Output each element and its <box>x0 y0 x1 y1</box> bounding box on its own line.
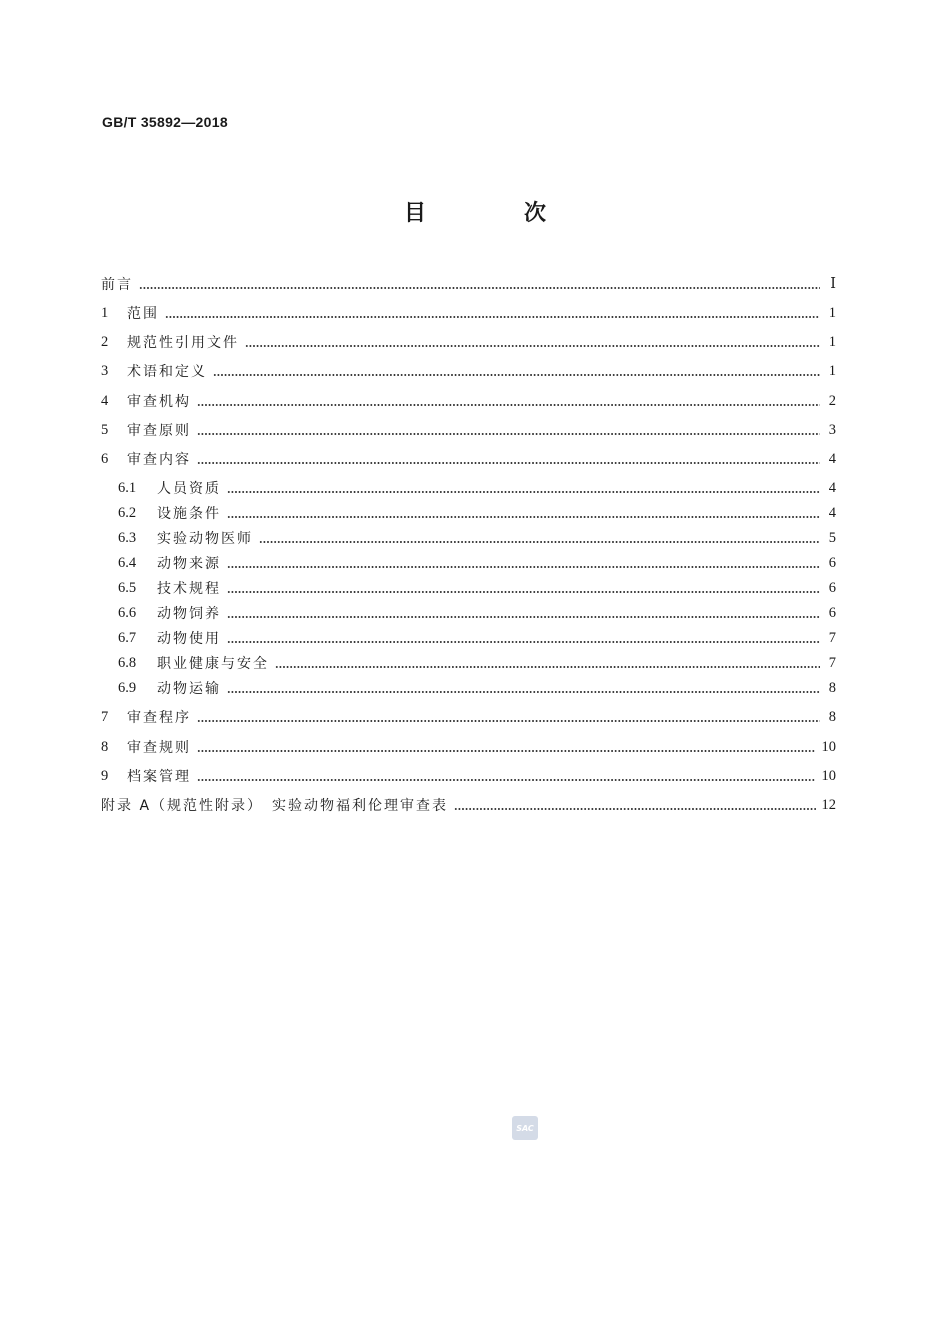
toc-entry[interactable] <box>101 301 836 325</box>
toc-entry-number: 6.5 <box>118 579 137 596</box>
toc-entry-number: 6.4 <box>118 554 137 571</box>
toc-entry[interactable] <box>101 705 836 729</box>
toc-entry-page: 10 <box>821 767 836 784</box>
toc-dot-leader <box>197 710 820 724</box>
toc-entry-page: 6 <box>828 554 836 571</box>
toc-entry-page: 6 <box>828 604 836 621</box>
toc-entry[interactable] <box>101 735 836 759</box>
toc-entry-page: 1 <box>828 362 836 379</box>
toc-entry[interactable] <box>118 526 836 550</box>
toc-entry-label: 审查程序 <box>127 710 191 726</box>
toc-entry-number: 6.1 <box>118 479 137 496</box>
toc-entry-number: 1 <box>101 304 109 321</box>
toc-entry-label: 动物使用 <box>157 631 221 647</box>
toc-entry[interactable] <box>101 764 836 788</box>
toc-dot-leader <box>197 740 816 754</box>
toc-dot-leader <box>227 631 820 645</box>
toc-entry-page: 1 <box>828 333 836 350</box>
toc-entry-label: 审查原则 <box>127 423 191 439</box>
toc-entry[interactable] <box>118 551 836 575</box>
sac-logo-text: SAC <box>516 1123 534 1133</box>
toc-entry-number: 6.8 <box>118 654 137 671</box>
toc-entry-page: 5 <box>828 529 836 546</box>
toc-entry-number: 6.2 <box>118 504 137 521</box>
toc-entry[interactable] <box>101 272 836 296</box>
toc-entry-number: 7 <box>101 708 109 725</box>
toc-entry[interactable] <box>101 793 836 817</box>
toc-dot-leader <box>165 306 820 320</box>
toc-entry[interactable] <box>118 626 836 650</box>
toc-entry-page: 4 <box>828 504 836 521</box>
toc-entry[interactable] <box>118 576 836 600</box>
toc-entry-page: 7 <box>828 654 836 671</box>
toc-entry-number: 5 <box>101 421 109 438</box>
toc-dot-leader <box>197 769 816 783</box>
toc-dot-leader <box>227 606 820 620</box>
toc-entry-label: 审查规则 <box>127 740 191 756</box>
toc-entry[interactable] <box>101 447 836 471</box>
toc-dot-leader <box>227 506 820 520</box>
toc-entry-label: 范围 <box>127 306 159 322</box>
toc-entry[interactable] <box>101 330 836 354</box>
toc-entry[interactable] <box>118 651 836 675</box>
toc-entry-page: 1 <box>828 304 836 321</box>
toc-dot-leader <box>197 452 820 466</box>
sac-logo-watermark <box>512 1116 538 1140</box>
toc-entry-label: 动物饲养 <box>157 606 221 622</box>
toc-dot-leader <box>259 531 820 545</box>
toc-entry-label: 前言 <box>101 277 133 293</box>
toc-entry[interactable] <box>118 676 836 700</box>
toc-entry[interactable] <box>118 501 836 525</box>
toc-dot-leader <box>245 335 820 349</box>
toc-entry-page: 12 <box>821 796 836 813</box>
toc-entry-label: 人员资质 <box>157 481 221 497</box>
toc-entry-label: 档案管理 <box>127 769 191 785</box>
toc-entry-label: 审查内容 <box>127 452 191 468</box>
toc-entry-number: 4 <box>101 392 109 409</box>
toc-entry-page: 7 <box>828 629 836 646</box>
toc-entry-number: 8 <box>101 738 109 755</box>
toc-entry-label: 附录 A（规范性附录） 实验动物福利伦理审查表 <box>101 798 449 814</box>
toc-dot-leader <box>197 423 820 437</box>
toc-entry-label: 技术规程 <box>157 581 221 597</box>
standard-code: GB/T 35892—2018 <box>102 114 228 130</box>
toc-dot-leader <box>275 656 820 670</box>
toc-entry-page: 4 <box>828 450 836 467</box>
toc-entry-label: 动物来源 <box>157 556 221 572</box>
toc-entry-label: 审查机构 <box>127 394 191 410</box>
toc-entry-page: Ⅰ <box>830 275 836 292</box>
toc-entry-label: 动物运输 <box>157 681 221 697</box>
toc-dot-leader <box>227 556 820 570</box>
toc-entry[interactable] <box>101 359 836 383</box>
toc-entry-label: 职业健康与安全 <box>157 656 269 672</box>
toc-entry-page: 8 <box>828 679 836 696</box>
toc-dot-leader <box>139 277 820 291</box>
toc-entry-page: 3 <box>828 421 836 438</box>
toc-dot-leader <box>227 681 820 695</box>
toc-entry-number: 6 <box>101 450 109 467</box>
toc-dot-leader <box>227 481 820 495</box>
toc-title: 目 次 <box>403 201 584 226</box>
toc-entry-label: 术语和定义 <box>127 364 207 380</box>
toc-entry-page: 2 <box>828 392 836 409</box>
toc-dot-leader <box>213 364 820 378</box>
toc-entry-page: 6 <box>828 579 836 596</box>
toc-dot-leader <box>227 581 820 595</box>
toc-entry[interactable] <box>118 476 836 500</box>
toc-entry-number: 6.7 <box>118 629 137 646</box>
toc-entry-number: 6.9 <box>118 679 137 696</box>
toc-entry-label: 设施条件 <box>157 506 221 522</box>
toc-entry-number: 2 <box>101 333 109 350</box>
toc-dot-leader <box>454 798 815 812</box>
toc-entry-page: 4 <box>828 479 836 496</box>
toc-entry-number: 6.3 <box>118 529 137 546</box>
toc-entry-page: 8 <box>828 708 836 725</box>
toc-entry[interactable] <box>101 389 836 413</box>
toc-dot-leader <box>197 394 820 408</box>
toc-entry-number: 9 <box>101 767 109 784</box>
toc-entry[interactable] <box>118 601 836 625</box>
toc-entry-label: 实验动物医师 <box>157 531 253 547</box>
toc-entry-number: 6.6 <box>118 604 137 621</box>
toc-entry[interactable] <box>101 418 836 442</box>
toc-entry-page: 10 <box>821 738 836 755</box>
toc-entry-number: 3 <box>101 362 109 379</box>
toc-entry-label: 规范性引用文件 <box>127 335 239 351</box>
